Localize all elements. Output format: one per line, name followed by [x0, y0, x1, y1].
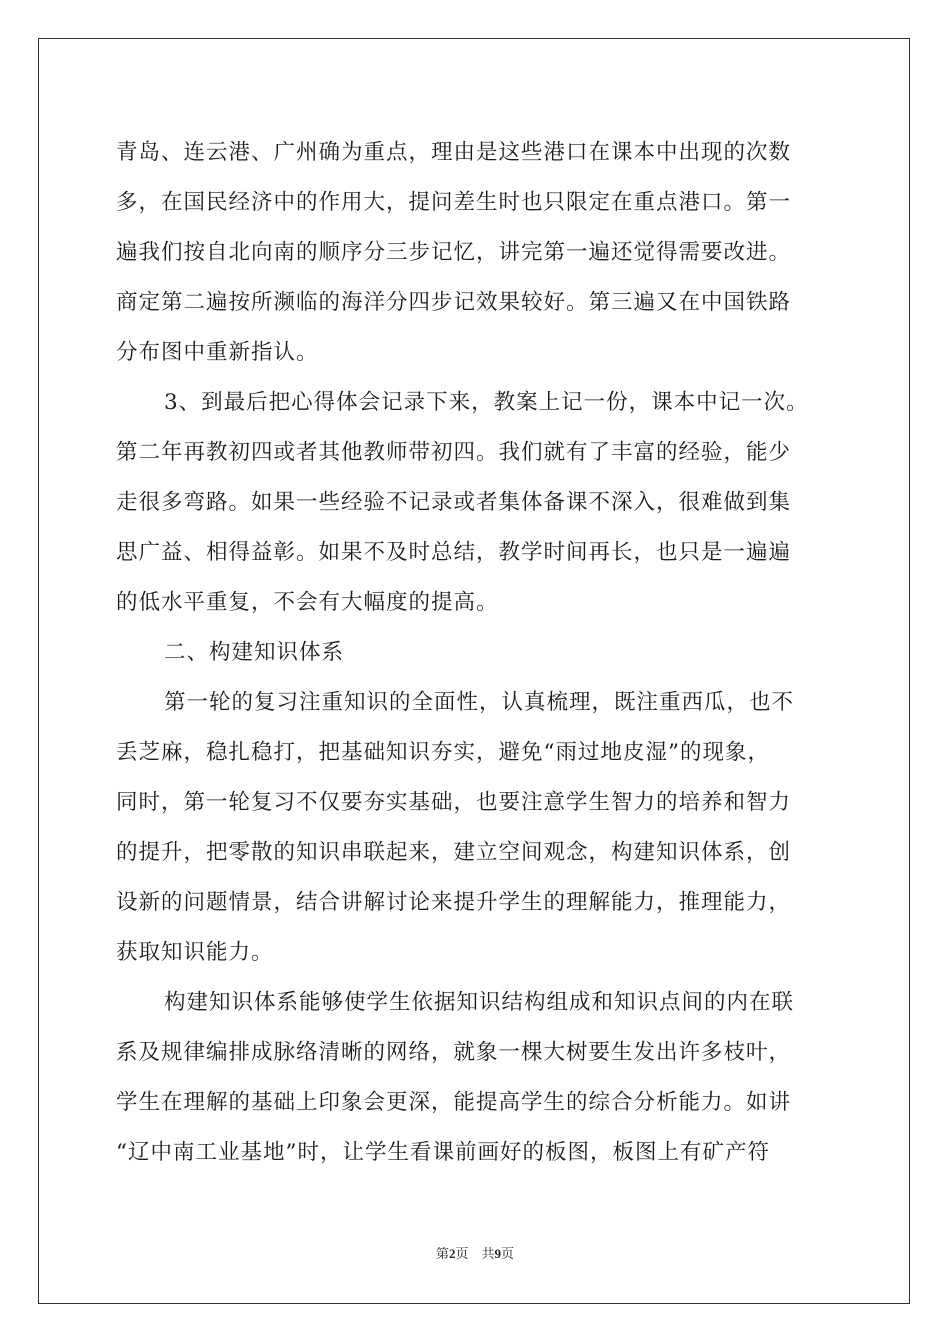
text-line: 商定第二遍按所濒临的海洋分四步记效果较好。第三遍又在中国铁路 — [116, 290, 792, 315]
text-line: 构建知识体系能够使学生依据知识结构组成和知识点间的内在联 — [164, 990, 795, 1015]
page-current: 2 — [448, 1246, 456, 1261]
text-line: 获取知识能力。 — [116, 940, 274, 965]
text-line: 思广益、相得益彰。如果不及时总结，教学时间再长，也只是一遍遍 — [116, 540, 792, 565]
page-prefix: 第 — [435, 1246, 449, 1261]
text-line: 系及规律编排成脉络清晰的网络，就象一棵大树要生发出许多枝叶， — [116, 1040, 792, 1065]
text-line: 3、到最后把心得体会记录下来，教案上记一份，课本中记一次。 — [164, 390, 809, 415]
page-mid: 页 共 — [455, 1246, 495, 1261]
text-line: 分布图中重新指认。 — [116, 340, 319, 365]
text-line: 设新的问题情景，结合讲解讨论来提升学生的理解能力，推理能力， — [116, 890, 792, 915]
text-line: 学生在理解的基础上印象会更深，能提高学生的综合分析能力。如讲 — [116, 1090, 792, 1115]
text-line: 第一轮的复习注重知识的全面性，认真梳理，既注重西瓜，也不 — [164, 690, 795, 715]
text-line: 同时，第一轮复习不仅要夯实基础，也要注意学生智力的培养和智力 — [116, 790, 792, 815]
page-suffix: 页 — [501, 1246, 515, 1261]
text-line: 的低水平重复，不会有大幅度的提高。 — [116, 590, 499, 615]
text-line: 多，在国民经济中的作用大，提问差生时也只限定在重点港口。第一 — [116, 190, 792, 215]
text-line: 遍我们按自北向南的顺序分三步记忆，讲完第一遍还觉得需要改进。 — [116, 240, 792, 265]
text-line: 第二年再教初四或者其他教师带初四。我们就有了丰富的经验，能少 — [116, 440, 792, 465]
section-heading: 二、构建知识体系 — [164, 640, 345, 665]
text-line: 丢芝麻，稳扎稳打，把基础知识夯实，避免“雨过地皮湿”的现象， — [116, 740, 770, 765]
text-line: 走很多弯路。如果一些经验不记录或者集体备课不深入，很难做到集 — [116, 490, 792, 515]
text-line: 的提升，把零散的知识串联起来，建立空间观念，构建知识体系，创 — [116, 840, 792, 865]
page-total: 9 — [494, 1246, 501, 1261]
text-line: “辽中南工业基地”时，让学生看课前画好的板图，板图上有矿产符 — [116, 1140, 770, 1165]
page-footer — [0, 1244, 950, 1264]
document-body — [116, 128, 836, 1178]
text-line: 青岛、连云港、广州确为重点，理由是这些港口在课本中出现的次数 — [116, 140, 792, 165]
